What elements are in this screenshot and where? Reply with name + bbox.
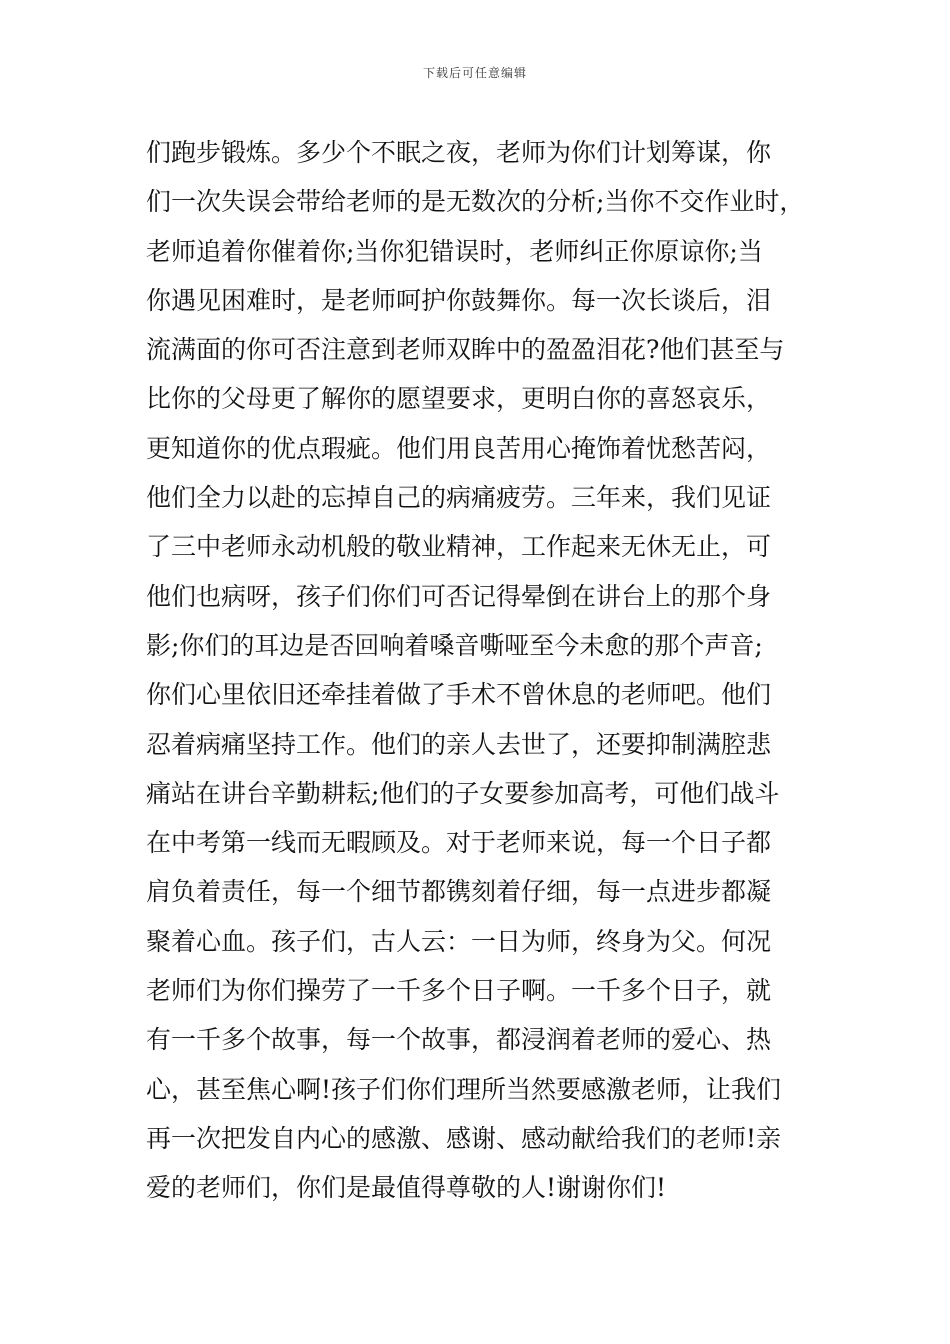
text-line: 忍着病痛坚持工作。他们的亲人去世了，还要抑制满腔悲 <box>146 729 772 759</box>
text-line: 比你的父母更了解你的愿望要求，更明白你的喜怒哀乐， <box>146 384 772 414</box>
text-line: 再一次把发自内心的感激、感谢、感动献给我们的老师!亲 <box>146 1123 782 1153</box>
text-line: 痛站在讲台辛勤耕耘;他们的子女要参加高考，可他们战斗 <box>146 778 780 808</box>
text-line: 他们全力以赴的忘掉自己的病痛疲劳。三年来，我们见证 <box>146 483 772 513</box>
text-line: 他们也病呀，孩子们你们可否记得晕倒在讲台上的那个身 <box>146 581 772 611</box>
document-body <box>146 128 836 1213</box>
text-line: 影;你们的耳边是否回响着嗓音嘶哑至今未愈的那个声音; <box>146 630 763 660</box>
text-line: 心，甚至焦心啊!孩子们你们理所当然要感激老师，让我们 <box>146 1074 782 1104</box>
text-line: 们跑步锻炼。多少个不眠之夜，老师为你们计划筹谋，你 <box>146 138 772 167</box>
text-line: 流满面的你可否注意到老师双眸中的盈盈泪花?他们甚至与 <box>146 335 785 365</box>
text-line: 更知道你的优点瑕疵。他们用良苦用心掩饰着忧愁苦闷， <box>146 433 772 463</box>
text-line: 肩负着责任，每一个细节都镌刻着仔细，每一点进步都凝 <box>146 877 772 907</box>
text-line: 在中考第一线而无暇顾及。对于老师来说，每一个日子都 <box>146 828 772 858</box>
text-line: 你们心里依旧还牵挂着做了手术不曾休息的老师吧。他们 <box>146 680 772 710</box>
text-line: 老师追着你催着你;当你犯错误时，老师纠正你原谅你;当 <box>146 236 763 266</box>
text-line: 有一千多个故事，每一个故事，都浸润着老师的爱心、热 <box>146 1025 772 1055</box>
text-line: 聚着心血。孩子们，古人云：一日为师，终身为父。何况 <box>146 926 772 956</box>
text-line: 爱的老师们，你们是最值得尊敬的人!谢谢你们! <box>146 1173 667 1203</box>
text-line: 你遇见困难时，是老师呵护你鼓舞你。每一次长谈后，泪 <box>146 285 772 315</box>
page-header: 下载后可任意编辑 <box>422 66 527 80</box>
text-line: 了三中老师永动机般的敬业精神，工作起来无休无止，可 <box>146 532 772 562</box>
text-line: 们一次失误会带给老师的是无数次的分析;当你不交作业时， <box>146 187 805 217</box>
text-line: 老师们为你们操劳了一千多个日子啊。一千多个日子，就 <box>146 976 772 1006</box>
